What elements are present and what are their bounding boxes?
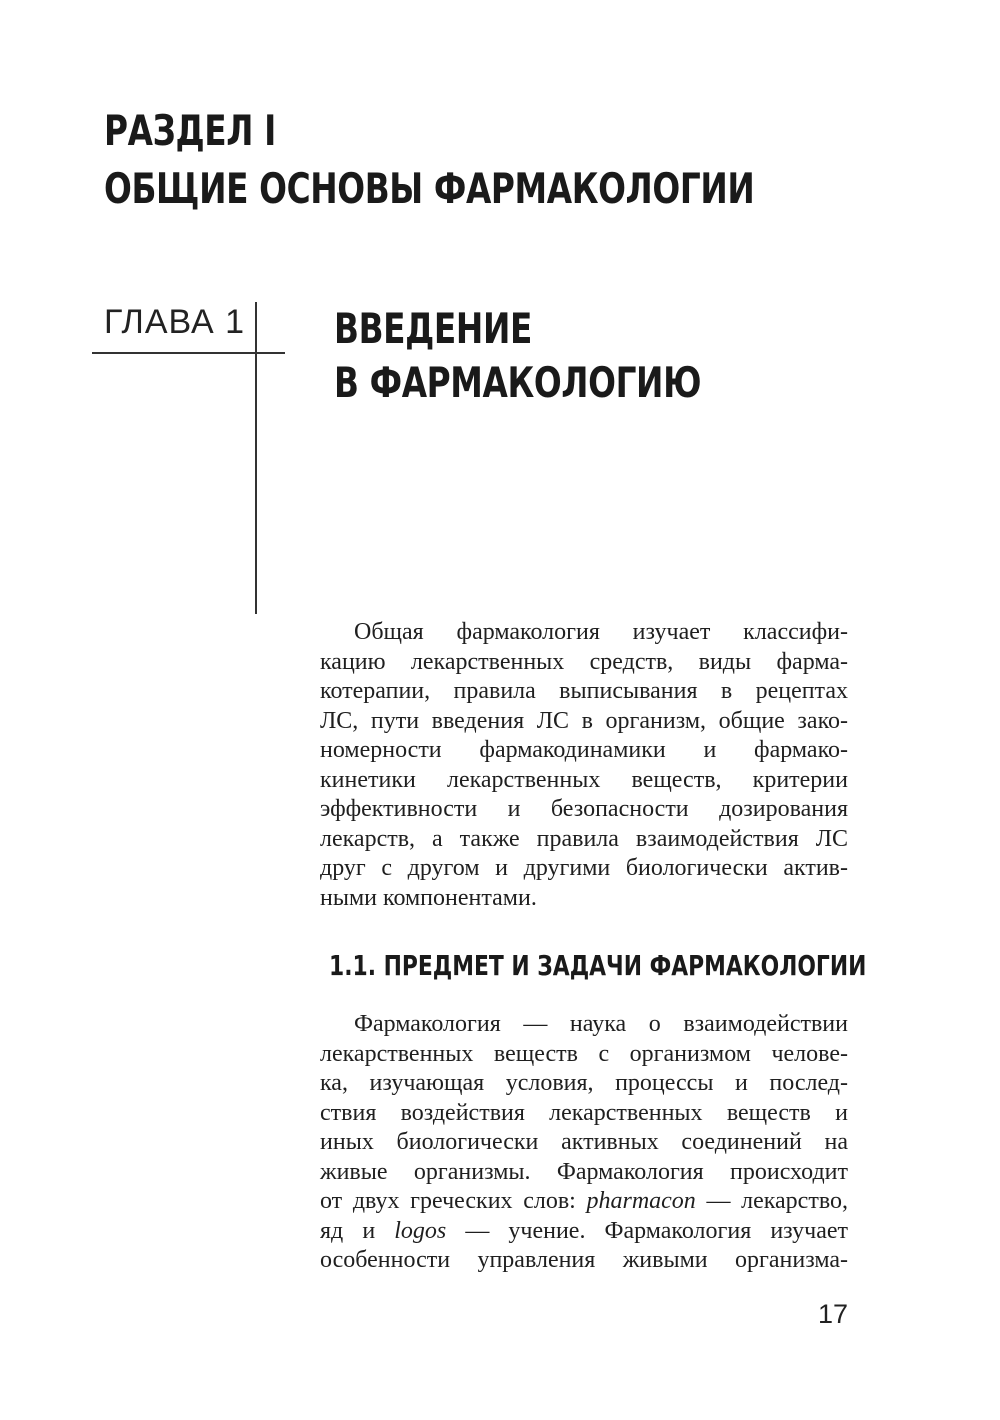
text-line: ЛС, пути введения ЛС в организм, общие зако- xyxy=(320,707,848,734)
page-number: 17 xyxy=(818,1299,849,1329)
text-line: лекарств, а также правила взаимодействия ЛС xyxy=(320,825,848,852)
text-line: номерности фармакодинамики и фармако- xyxy=(320,737,848,763)
text-fragment: от двух греческих слов: xyxy=(320,1188,587,1214)
body-paragraph xyxy=(320,1010,848,1276)
text-line: ствия воздействия лекарственных веществ и xyxy=(320,1099,848,1126)
text-line: ка, изучающая условия, процессы и послед- xyxy=(320,1070,848,1096)
text-fragment: яд и xyxy=(320,1217,395,1244)
section-number: РАЗДЕЛ I xyxy=(104,106,276,155)
text-line: лекарственных веществ с организмом челове- xyxy=(320,1040,848,1067)
text-line: котерапии, правила выписывания в рецептах xyxy=(320,678,848,704)
text-line: эффективности и безопасности дозирования xyxy=(320,796,848,822)
text-line: друг с другом и другими биологически актив- xyxy=(320,855,848,881)
section-title xyxy=(104,102,754,218)
text-line: кинетики лекарственных веществ, критерии xyxy=(320,766,848,793)
text-line: кацию лекарственных средств, виды фарма- xyxy=(320,648,848,675)
text-line: особенности управления живыми организма- xyxy=(320,1247,848,1273)
text-line xyxy=(320,1217,848,1247)
text-fragment: — учение. Фармакология изучает xyxy=(446,1217,849,1244)
text-line: ными компонентами. xyxy=(320,884,537,911)
text-line: Фармакология — наука о взаимодействии xyxy=(354,1011,848,1037)
chapter-title-line: ВВЕДЕНИЕ xyxy=(334,304,532,353)
text-line: Общая фармакология изучает классифи- xyxy=(354,619,848,645)
chapter-vertical-rule xyxy=(255,302,257,614)
text-line: живые организмы. Фармакология происходит xyxy=(320,1158,848,1185)
chapter-title-line: В ФАРМАКОЛОГИЮ xyxy=(334,358,702,407)
text-line xyxy=(320,1187,848,1217)
text-line: иных биологически активных соединений на xyxy=(320,1129,848,1155)
chapter-label: ГЛАВА 1 xyxy=(104,303,246,341)
term-pharmacon: pharmacon xyxy=(586,1188,696,1214)
intro-paragraph xyxy=(320,618,848,913)
text-fragment: — лекарство, xyxy=(695,1188,848,1214)
term-logos: logos xyxy=(394,1217,447,1244)
subsection-title: 1.1. ПРЕДМЕТ И ЗАДАЧИ ФАРМАКОЛОГИИ xyxy=(329,949,867,982)
chapter-title xyxy=(334,302,701,410)
section-name: ОБЩИЕ ОСНОВЫ ФАРМАКОЛОГИИ xyxy=(104,164,755,213)
